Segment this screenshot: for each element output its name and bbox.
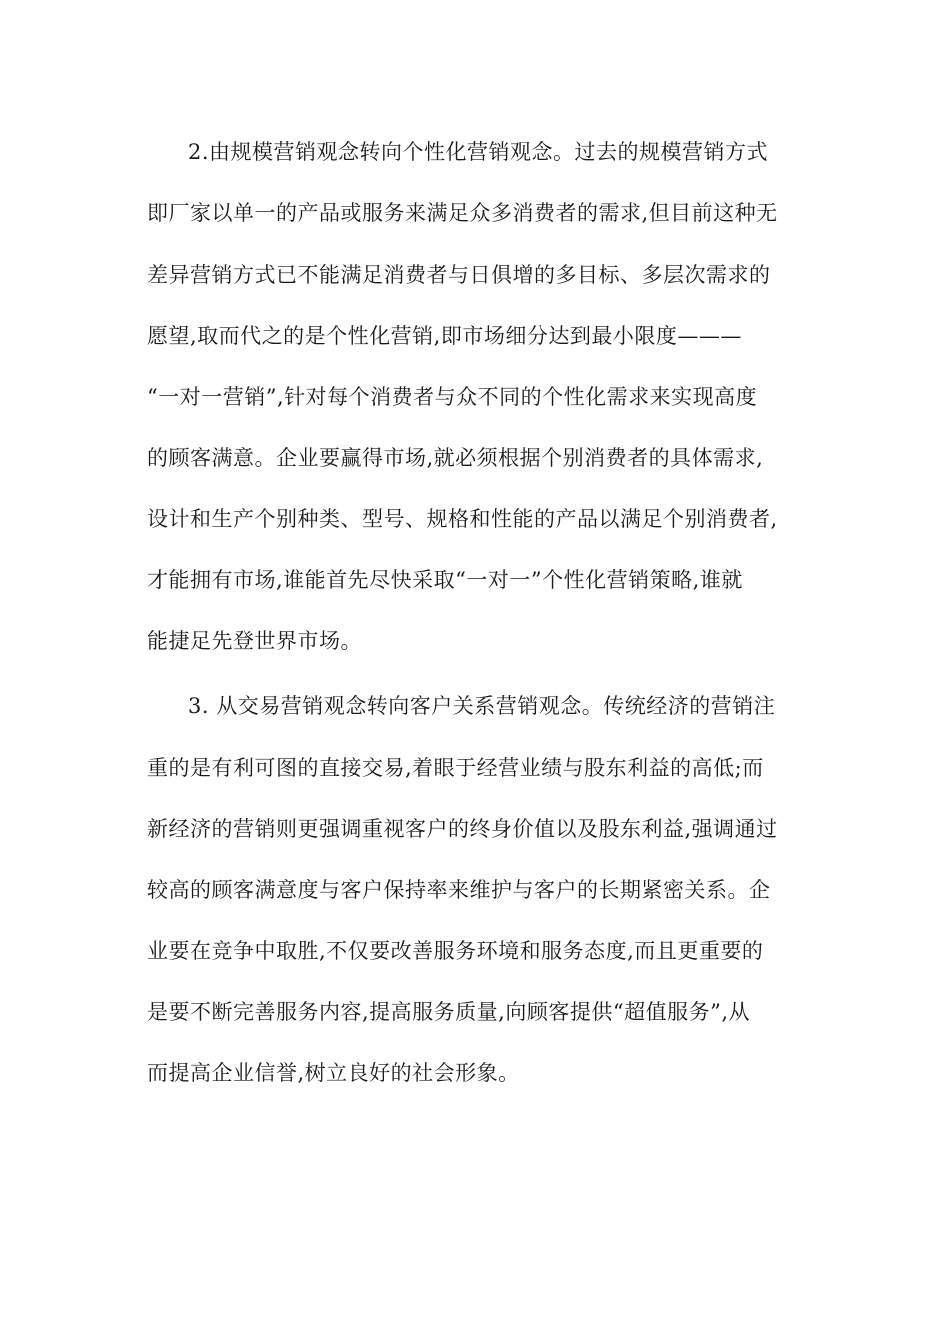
text-line: 业要在竞争中取胜,不仅要改善服务环境和服务态度,而且更重要的: [147, 939, 764, 963]
text-line: 新经济的营销则更强调重视客户的终身价值以及股东利益,强调通过: [147, 817, 778, 841]
text-line: 3. 从交易营销观念转向客户关系营销观念。传统经济的营销注: [188, 694, 776, 718]
text-line: 才能拥有市场,谁能首先尽快采取“一对一”个性化营销策略,谁就: [147, 568, 743, 592]
text-line: 设计和生产个别种类、型号、规格和性能的产品以满足个别消费者,: [147, 507, 778, 531]
text-line: 的顾客满意。企业要赢得市场,就必须根据个别消费者的具体需求,: [147, 446, 764, 470]
text-line: 即厂家以单一的产品或服务来满足众多消费者的需求,但目前这种无: [147, 201, 778, 225]
text-line: 2.由规模营销观念转向个性化营销观念。过去的规模营销方式: [188, 140, 769, 164]
text-line: 差异营销方式已不能满足消费者与日俱增的多目标、多层次需求的: [147, 263, 771, 287]
text-line: 重的是有利可图的直接交易,着眼于经营业绩与股东利益的高低;而: [147, 756, 764, 780]
text-line: 而提高企业信誉,树立良好的社会形象。: [147, 1061, 520, 1085]
text-line: 较高的顾客满意度与客户保持率来维护与客户的长期紧密关系。企: [147, 878, 771, 902]
text-line: 是要不断完善服务内容,提高服务质量,向顾客提供“超值服务”,从: [147, 1000, 750, 1024]
text-line: 能捷足先登世界市场。: [147, 629, 362, 653]
text-line: 愿望,取而代之的是个性化营销,即市场细分达到最小限度———: [147, 324, 742, 348]
text-line: “一对一营销”,针对每个消费者与众不同的个性化需求来实现高度: [147, 385, 758, 409]
